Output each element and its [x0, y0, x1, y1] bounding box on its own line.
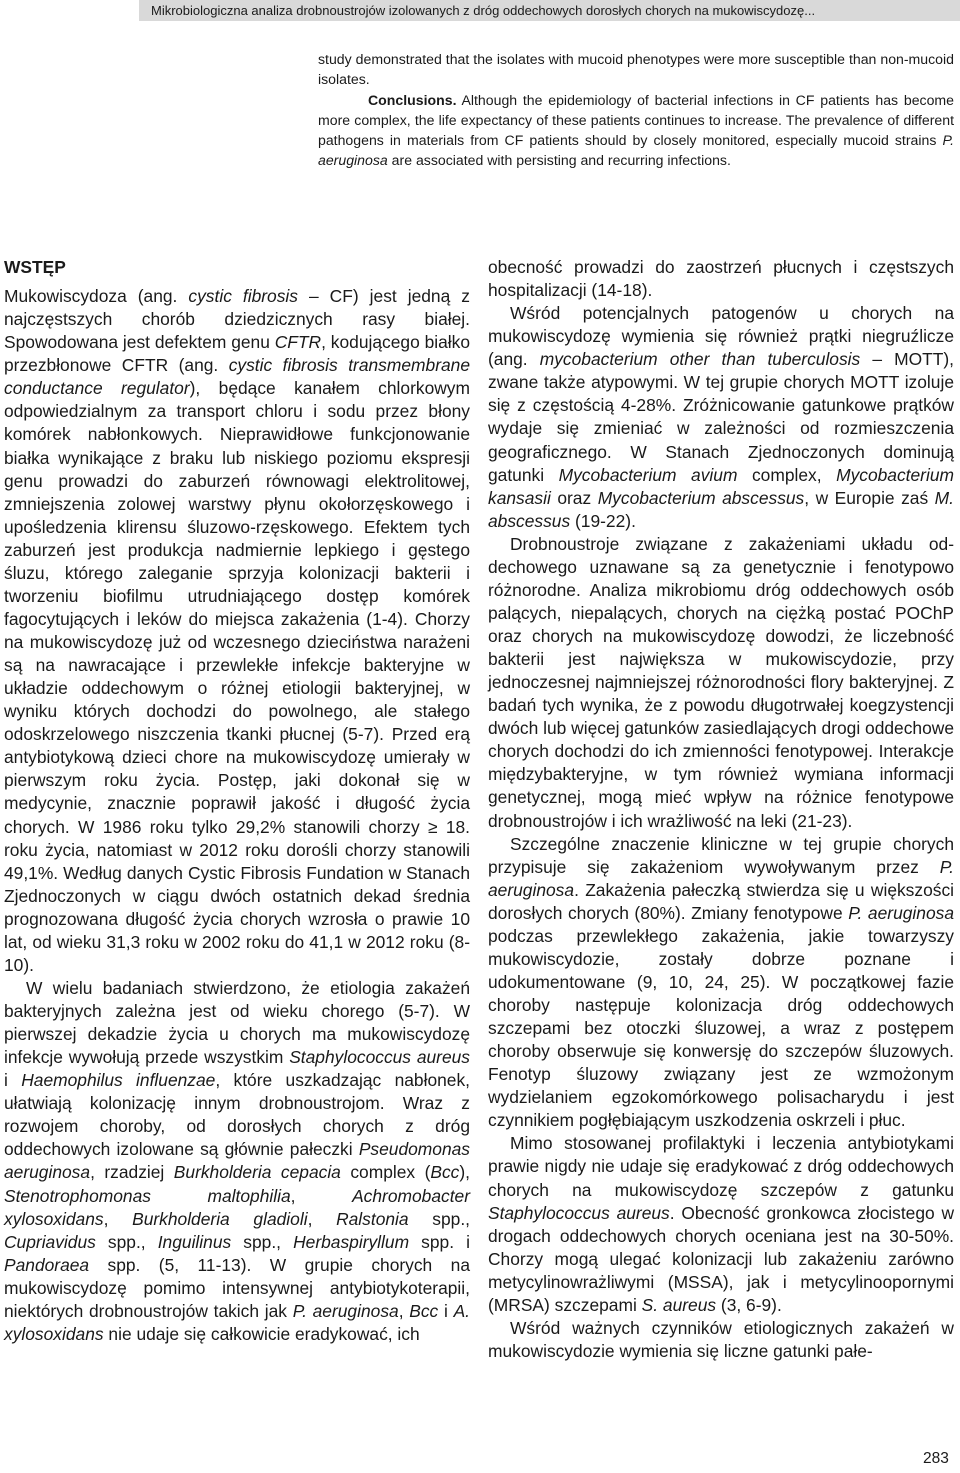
text-run: spp. (5, 11-13). W grupie chorych na mukowiscydozę pomimo intensywnej antybiotykoterapii, niektórych drobnoustrojów takich jak [4, 1254, 470, 1321]
abstract-continuation: study demonstrated that the isolates with mucoid phenotypes were more susceptible than non-mucoid isolates. [318, 51, 954, 88]
text-run: , [398, 1300, 410, 1321]
italic-term: P. aeruginosa [848, 902, 954, 923]
text-run: , kodującego białko przezbłonowe CFTR (ang. [4, 332, 471, 376]
italic-term: M. abscessus [488, 487, 954, 531]
italic-term: Cupriavidus [4, 1231, 96, 1252]
text-run: , które uszkadzając nabłonek, ułatwiają kolonizację innym drobnoustrojom. Wraz z rozwojem choroby, od dorosłych chorych z dróg oddechowych izolowane są głównie pałeczki [4, 1070, 470, 1160]
conclusions-species: P. aeruginosa [318, 132, 954, 169]
text-run: Wśród ważnych czynników etiologicznych zakażeń w mukowiscydozie wymienia się liczne gatunki pałe- [488, 1317, 954, 1361]
text-run: Drobnoustroje związane z zakażeniami układu oddechowego uznawane są za genetycznie i fenotypowo różnorodne. Analiza mikrobiomu dróg oddechowych osób palących, niepalących, chorych na ciężką postać POChP oraz chorych na mukowiscydozę dowodzi, że liczebność bakterii jest największa w mukowiscydozie, przy jednoczesnej najmniejszej różnorodności flory bakteryjnej. Z badań tych wynika, że z powodu długotrwałej koegzystencji dwóch lub więcej gatunków zasiedlających drogi oddechowe chorych dochodzi do ich zmienności fenotypowej. Interakcje międzybakteryjne, w tym również wymiana informacji genetycznej, mogą mieć wpływ na różnice fenotypowe drobnoustrojów i ich wrażliwość na leki (21-23). [488, 533, 954, 831]
text-run: spp., [231, 1231, 294, 1252]
italic-term: S. aureus [641, 1294, 717, 1315]
right-paragraph-4 [488, 833, 954, 1133]
running-header-title: Mikrobiologiczna analiza drobnoustrojów izolowanych z dróg oddechowych dorosłych chorych na mukowiscydozę... [151, 3, 816, 18]
text-run: Wśród potencjalnych patogenów u chorych na mukowiscydozę wymienia się również prątki niegruźlicze (ang. [488, 303, 954, 370]
italic-term: cystic fibrosis transmembrane conductance regulator [4, 355, 470, 399]
conclusions-text-2: are associated with persisting and recurring infections. [387, 152, 731, 169]
italic-term: Stenotrophomonas maltophilia [4, 1185, 291, 1206]
text-run: (3, 6-9). [716, 1294, 782, 1315]
abstract-conclusions [318, 90, 954, 171]
italic-term: P. aeruginosa [488, 856, 954, 900]
right-paragraph-1 [488, 256, 954, 302]
italic-term: P. aeruginosa [292, 1300, 399, 1321]
text-run: , rzadziej [90, 1162, 174, 1183]
italic-term: Burkholderia cepacia [173, 1162, 341, 1183]
italic-term: Bcc [409, 1300, 439, 1321]
italic-term: A. xylosoxidans [4, 1300, 470, 1344]
text-run: – MOTT), zwane także atypowymi. W tej grupie chorych MOTT izoluje się z częstością 4-28%. Zróżnicowanie gatunkowe prątków wydaje się zmieniać w zależności od rozmieszczenia geograficznego. W Stanach Zjednoczonych dominują gatunki [488, 349, 955, 485]
italic-term: Pandoraea [4, 1254, 90, 1275]
text-run: , [290, 1185, 353, 1206]
left-paragraph-2 [4, 977, 470, 1346]
text-run: complex ( [340, 1162, 431, 1183]
italic-term: Bcc [430, 1162, 460, 1183]
text-run: complex, [737, 464, 837, 485]
right-column [488, 256, 954, 1363]
text-run: (19-22). [570, 510, 636, 531]
section-heading: WSTĘP [4, 257, 66, 277]
right-paragraph-3 [488, 533, 954, 833]
right-paragraph-6 [488, 1317, 954, 1363]
running-header [139, 0, 960, 21]
left-paragraph-1 [4, 285, 470, 977]
text-run: , [307, 1208, 337, 1229]
italic-term: Burkholderia gladioli [132, 1208, 308, 1229]
right-paragraph-2 [488, 302, 954, 533]
text-run: . Obecność gronkowca złocistego w drogach oddechowych chorych oceniana jest na 30-50%. Chorzy mogą ulegać kolonizacji lub zakażeniu zarówno metycylinowrażliwymi (MSSA), jak i metycylinoopornymi (MRSA) szczepami [488, 1202, 955, 1315]
italic-term: mycobacterium other than tuberculosis [539, 349, 861, 370]
text-run: nie udaje się całkowicie eradykować, ich [103, 1323, 420, 1344]
text-run: Mimo stosowanej profilaktyki i leczenia antybiotykami prawie nigdy nie udaje się eradykować z dróg oddechowych chorych na mukowiscydozę szczepów z gatunku [488, 1133, 954, 1200]
italic-term: Achromobacter xylosoxidans [4, 1185, 470, 1229]
italic-term: Staphylococcus aureus [289, 1047, 470, 1068]
conclusions-text-1: Although the epidemiology of bacterial infections in CF patients has become more complex, the life expectancy of these patients continues to increase. The prevalence of different pathogens in materials from CF patients should by closely monitored, especially mucoid strains [318, 91, 954, 149]
text-run: ), będące kanałem chlorkowym odpowiedzialnym za transport chloru i sodu przez błony komórek nabłonkowych. Nieprawidłowe funkcjonowanie białka wynikające z braku lub niskiego poziomu ekspresji genu prowadzi do zaburzeń równowagi elektrolitowej, zmniejszenia zolowej warstwy płynu okołorzęskowego i upośledzenia klirensu śluzowo-rzęskowego. Efektem tych zaburzeń jest produkcja nadmiernie lepkiego i gęstego śluzu, którego zaleganie sprzyja kolonizacji bakterii i tworzeniu biofilmu utrudniającego dostęp komórek fagocytujących i leków do miejsca zakażenia (1-4). Chorzy na mukowiscydozę już od wczesnego dzieciństwa narażeni są na nawracające i przewlekłe infekcje bakteryjne w układzie oddechowym o różnej etiologii bakteryjnej, w wyniku których dochodzi do powolnego, ale stałego odoskrzelowego niszczenia tkanki płucnej (5-7). Przed erą antybiotykową dzieci chore na mukowiscydozę umierały w pierwszym roku życia. Postęp, jaki dokonał się w medycynie, znacznie poprawił jakość i długość życia chorych. W 1986 roku tylko 29,2% stanowili chorzy ≥ 18. roku życia, natomiast w 2012 roku dorośli chorzy stanowili 49,1%. Według danych Cystic Fibrosis Fundation w Stanach Zjednoczonych w ciągu dwóch ostatnich dekad średnia prognozowana długość życia chorych wzrosła o prawie 10 lat, od wieku 31,3 roku w 2002 roku do 41,1 w 2012 roku (8-10). [4, 378, 470, 975]
italic-term: Staphylococcus aureus [488, 1202, 670, 1223]
italic-term: Mycobacterium avium [558, 464, 738, 485]
italic-term: Herbaspiryllum [293, 1231, 410, 1252]
text-run: . Zakażenia pałeczką stwierdza się u większości dorosłych chorych (80%). Zmiany fenotypowe [488, 879, 954, 923]
conclusions-label: Conclusions. [368, 91, 457, 108]
italic-term: Mycobacterium kansasii [488, 464, 954, 508]
text-run: Mukowiscydoza (ang. [4, 286, 189, 307]
text-run: – CF) jest jedną z najczęstszych chorób dziedzicznych rasy białej. Spowodowana jest defektem genu [4, 286, 470, 353]
italic-term: Inguilinus [157, 1231, 232, 1252]
italic-term: Pseudomonas aeruginosa [4, 1139, 470, 1183]
text-run: oraz [550, 487, 598, 508]
text-run: spp., [408, 1208, 470, 1229]
italic-term: cystic fibrosis [188, 286, 298, 307]
text-run: i [4, 1070, 22, 1091]
text-run: , w Europie zaś [804, 487, 935, 508]
text-run: ), [459, 1162, 470, 1183]
italic-term: Mycobacterium abscessus [597, 487, 805, 508]
italic-term: CFTR [274, 332, 322, 353]
text-run: spp. i [409, 1231, 470, 1252]
text-run: W wielu badaniach stwierdzono, że etiologia zakażeń bakteryjnych zależna jest od wieku chorego (5-7). W pierwszej dekadzie życia u chorych ma mukowiscydozę infekcje wywołują przede wszystkim [4, 977, 470, 1068]
left-column [4, 256, 470, 1346]
text-run: obecność prowadzi do zaostrzeń płucnych i częstszych hospitalizacji (14-18). [488, 257, 954, 301]
italic-term: Haemophilus influenzae [21, 1070, 216, 1091]
text-run: i [438, 1300, 454, 1321]
text-run: podczas przewlekłego zakażenia, jakie towarzyszy mukowiscydozie, zostały dobrze poznane i udokumentowane (9, 10, 24, 25). W początkowej fazie choroby następuje kolonizacja dróg oddechowych szczepami bez otoczki śluzowej, a wraz z postępem choroby obserwuje się konwersję do szczepów śluzowych. Fenotyp śluzowy związany jest ze wzmożonym wydzielaniem egzokomórkowego polisacharydu i jest czynnikiem pogłębiającym uszkodzenia oskrzeli i płuc. [488, 925, 954, 1131]
text-run: spp., [95, 1231, 158, 1252]
italic-term: Ralstonia [336, 1208, 409, 1229]
page-number: 283 [923, 1450, 949, 1467]
text-run: Szczególne znaczenie kliniczne w tej grupie chorych przypisuje się zakażeniom wywoływanym przez [488, 833, 954, 877]
abstract-block [318, 49, 954, 171]
text-run: , [103, 1208, 133, 1229]
right-paragraph-5 [488, 1132, 954, 1317]
